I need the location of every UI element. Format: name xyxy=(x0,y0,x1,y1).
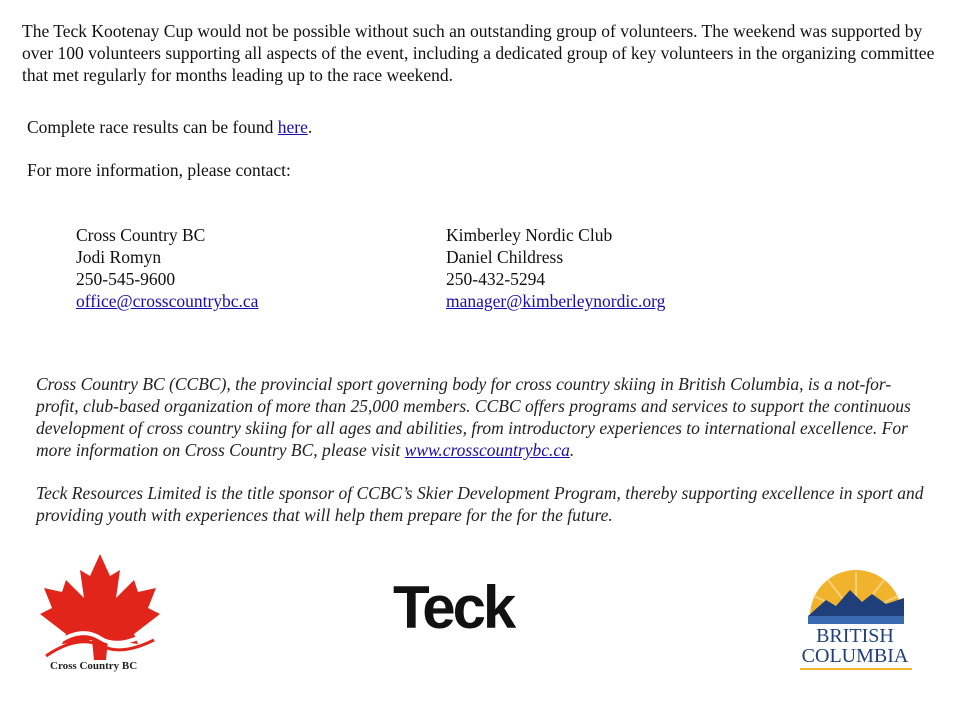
bc-water xyxy=(808,616,904,624)
results-link[interactable]: here xyxy=(277,117,308,137)
contact-name: Daniel Childress xyxy=(446,247,564,267)
contact-phone: 250-545-9600 xyxy=(76,269,176,289)
teck-logo: Teck xyxy=(393,574,514,641)
results-prefix: Complete race results can be found xyxy=(27,117,278,137)
contact-ccbc xyxy=(76,224,258,312)
contact-org: Cross Country BC xyxy=(76,225,206,245)
about-ccbc-suffix: . xyxy=(569,440,575,460)
ccbc-logo-caption: Cross Country BC xyxy=(50,660,138,672)
bc-sun-mountain-logo xyxy=(806,560,906,626)
contact-org: Kimberley Nordic Club xyxy=(446,225,613,245)
contact-email-link[interactable]: office@crosscountrybc.ca xyxy=(76,291,259,311)
about-ccbc-text: Cross Country BC (CCBC), the provincial sport governing body for cross country skiing in British Columbia, is a not-for-profit, club-based organization of more than 25,000 members. CCBC offers programs and services to support the continuous development of cross country skiing for all ages and abilities, from introductory experiences to international excellence. For more information on Cross Country BC, please visit xyxy=(36,374,911,460)
about-ccbc-paragraph xyxy=(36,373,926,461)
ccbc-website-link[interactable]: www.crosscountrybc.ca xyxy=(404,440,570,460)
ccbc-maple-leaf-logo xyxy=(38,552,163,662)
results-line xyxy=(27,116,312,138)
about-teck-paragraph: Teck Resources Limited is the title sponsor of CCBC’s Skier Development Program, thereby supporting excellence in sport and providing youth with experiences that will help them prepare for the for the future. xyxy=(36,483,924,525)
results-suffix: . xyxy=(307,117,313,137)
contact-email-link[interactable]: manager@kimberleynordic.org xyxy=(446,291,666,311)
bc-logo-underline xyxy=(800,668,912,670)
contact-name: Jodi Romyn xyxy=(76,247,162,267)
contact-heading: For more information, please contact: xyxy=(27,160,291,180)
contact-kimberley xyxy=(446,224,665,312)
bc-logo-line1: BRITISH xyxy=(816,625,894,647)
bc-logo-text xyxy=(790,626,920,666)
intro-paragraph: The Teck Kootenay Cup would not be possible without such an outstanding group of volunteers. The weekend was supported by over 100 volunteers supporting all aspects of the event, including a dedicated group of key volunteers in the organizing committee that met regularly for months leading up to the race weekend. xyxy=(22,21,935,85)
bc-logo-line2: COLUMBIA xyxy=(801,645,909,667)
contact-phone: 250-432-5294 xyxy=(446,269,546,289)
